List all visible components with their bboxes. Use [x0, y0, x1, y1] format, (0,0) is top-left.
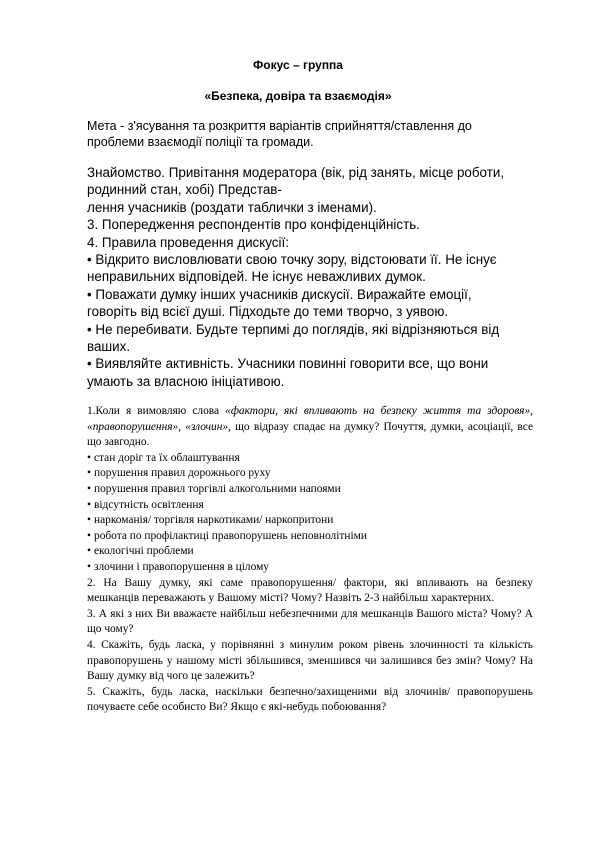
question-3: 3. А які з них Ви вважаєте найбільш небезпечними для мешканців Вашого міста? Чому? А що чому?	[87, 607, 533, 636]
factor-item: • наркоманія/ торгівля наркотиками/ наркопритони	[87, 513, 533, 529]
factor-item: • робота по профілактиці правопорушень неповнолітніми	[87, 529, 533, 545]
factors-list	[87, 451, 533, 576]
factor-item: • стан доріг та їх облаштування	[87, 451, 533, 467]
rule-item: • Виявляйте активність. Учасники повинні говорити все, що вони умають за власною ініціативою.	[87, 356, 489, 389]
question-1-tail: що відразу спадає на думку? Почуття, думки, асоціації, все що завгодно.	[87, 420, 533, 449]
questions-section	[87, 404, 533, 716]
page-subtitle: «Безпека, довіра та взаємодія»	[204, 89, 392, 103]
question-1	[87, 404, 533, 451]
factor-item: • відсутність освітлення	[87, 498, 533, 514]
question-1-terms: «фактори, які впливають на безпеку життя та здоровя», «правопорушення», «злочин»,	[87, 405, 533, 433]
factor-item: • екологічні проблеми	[87, 544, 533, 560]
intro-line: 4. Правила проведення дискусії:	[87, 234, 289, 250]
question-1-lead: 1.Коли я вимовляю слова	[87, 405, 226, 417]
intro-line: 3. Попередження респондентів про конфіденційність.	[87, 217, 420, 233]
intro-section	[87, 164, 523, 390]
intro-line: Знайомство. Привітання модератора (вік, рід занять, місце роботи, родинний стан, хобі) Представ-	[87, 165, 505, 198]
factor-item: • порушення правил дорожнього руху	[87, 466, 533, 482]
rule-item: • Поважати думку інших учасників дискусії. Виражайте емоції, говоріть від всієї душі. Підходьте до теми творчо, з уявою.	[87, 286, 472, 320]
page-title: Фокус – группа	[253, 58, 343, 72]
rule-item: • Відкрито висловлювати свою точку зору, відстоювати її. Не існує неправильних відповідей. Не існує неважливих думок.	[87, 252, 497, 285]
question-2: 2. На Вашу думку, які саме правопорушення/ фактори, які впливають на безпеку мешканців переважають у Вашому місті? Чому? Назвіть 2-3 найбільш характерних.	[87, 576, 533, 605]
question-4: 4. Скажіть, будь ласка, у порівнянні з минулим роком рівень злочинності та кількість правопорушень у нашому місті збільшився, зменшився чи залишився без змін? Чому? На Вашу думку від чого це залежить?	[87, 638, 533, 683]
factor-item: • злочини і правопорушення в цілому	[87, 560, 533, 576]
rule-item: • Не перебивати. Будьте терпимі до поглядів, які відрізняються від ваших.	[87, 321, 500, 355]
factor-item: • порушення правил торгівлі алкогольними напоями	[87, 482, 533, 498]
intro-line: лення учасників (роздати таблички з іменами).	[87, 199, 377, 215]
question-5: 5. Скажіть, будь ласка, наскільки безпечно/захищеними від злочинів/ правопорушень почуваєте себе особисто Ви? Якщо є які-небудь побоювання?	[87, 685, 533, 714]
aim-paragraph: Мета - з'ясування та розкриття варіантів сприйняття/ставлення до проблеми взаємодії поліції та громади.	[87, 119, 472, 149]
